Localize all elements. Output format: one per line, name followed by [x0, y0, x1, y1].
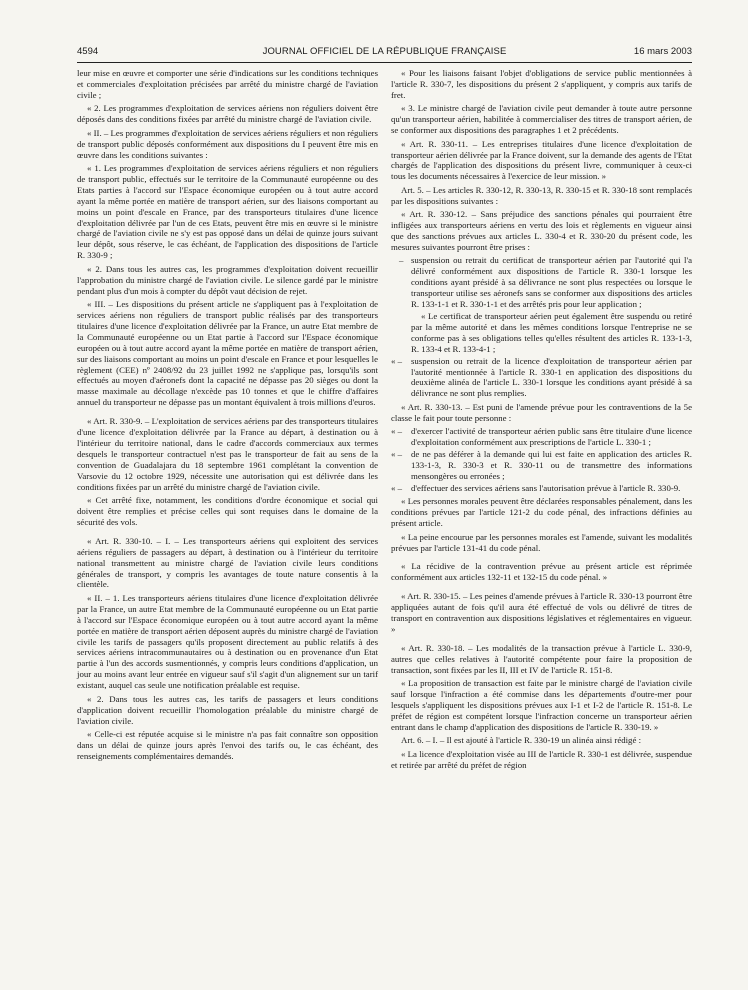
paragraph: « Pour les liaisons faisant l'objet d'obligations de service public mentionnées à l'article R. 330-7, les dispositions du présent 2 s'appliquent, y compris aux tarifs de fret. [391, 68, 692, 100]
article-paragraph: « Art. R. 330-15. – Les peines d'amende prévues à l'article R. 330-13 pourront être appliquées autant de fois qu'il aura été effectué de vols ou délivré de titres de transport en contravention aux dispositions législatives et réglementaires en vigueur. » [391, 591, 692, 634]
paragraph: « La licence d'exploitation visée au III de l'article R. 330-1 est délivrée, suspendue et retirée par arrêté du préfet de région [391, 748, 692, 770]
paragraph: « III. – Les dispositions du présent article ne s'appliquent pas à l'exploitation de services aériens non réguliers de transport public réalisés par des transporteurs titulaires d'une licence d'exploitation délivrée par la France, un autre Etat membre de la Communauté européenne ou un Etat partie à l'accord sur l'Espace économique européen ou à tout autre accord ayant la même portée en matière de transport aérien, sur des liaisons comportant au moins un point d'escale en France et pour lesquelles le règlement (CEE) nº 2408/92 du 23 juillet 1992 ne s'applique pas, lorsqu'ils sont effectués au moyen d'aéronefs dont la capacité ne dépasse pas 20 sièges ou dont la masse maximale au décollage n'excède pas 10 tonnes et que le chiffre d'affaires annuel du transporteur ne dépasse pas un montant équivalent à trois millions d'euros. [77, 299, 378, 408]
paragraph: « II. – Les programmes d'exploitation de services aériens réguliers et non réguliers de transport public déposés conformément aux dispositions du I peuvent être mis en œuvre dans les conditions suivantes : [77, 127, 378, 160]
paragraph: « 1. Les programmes d'exploitation de services aériens réguliers et non réguliers de transport public, effectués sur le territoire de la Communauté européenne ou des Etats parties à l'accord sur l'Espace économique européen ou à tout autre accord ayant la même portée en matière de transport aérien, sur des liaisons comportant au moins un point d'escale en France, par des transporteurs titulaires d'une licence d'exploitation délivrée par l'un de ces Etats, peuvent être mis en œuvre si le ministre chargé de l'aviation civile ne s'y est pas opposé dans un délai de quinze jours suivant leur dépôt, sous réserve, le cas échéant, de l'application des dispositions de l'article R. 330-9 ; [77, 163, 378, 261]
paragraph: « 2. Dans tous les autres cas, les programmes d'exploitation doivent recueillir l'approbation du ministre chargé de l'aviation civile. Le silence gardé par le ministre pendant plus d'un mois à compter du dépôt vaut décision de rejet. [77, 263, 378, 296]
right-column [391, 68, 692, 773]
paragraph: « 2. Dans tous les autres cas, les tarifs de passagers et leurs conditions d'application doivent recueillir l'homologation préalable du ministre chargé de l'aviation civile. [77, 693, 378, 726]
journal-title: JOURNAL OFFICIEL DE LA RÉPUBLIQUE FRANÇAISE [262, 46, 507, 57]
list-item: « – de ne pas déférer à la demande qui lui est faite en application des articles R. 133-1-3, R. 330-3 et R. 330-11 ou de transmettre des informations mensongères ou erronées ; [391, 449, 692, 482]
paragraph: « Cet arrêté fixe, notamment, les conditions d'ordre économique et social qui doivent être remplies et précise celles qui sont requises dans le domaine de la sécurité des vols. [77, 495, 378, 527]
page-header [77, 46, 692, 63]
article-paragraph: « Art. R. 330-12. – Sans préjudice des sanctions pénales qui pourraient être infligées aux transporteurs aériens en vertu des lois et règlements en vigueur ainsi que des sanctions prévues aux articles L. 330-4 et R. 330-20 du présent code, les mesures suivantes pourront être prises : [391, 209, 692, 252]
article-paragraph: « Art. R. 330-10. – I. – Les transporteurs aériens qui exploitent des services aériens réguliers de passagers au départ, à destination ou à l'intérieur du territoire national transmettent au ministre chargé de l'aviation civile leurs conditions générales de transport, y compris les avantages de toute nature consentis à la clientèle. [77, 535, 378, 590]
article-paragraph: Art. 6. – I. – Il est ajouté à l'article R. 330-19 un alinéa ainsi rédigé : [401, 735, 642, 746]
sanctions-list [391, 255, 692, 399]
paragraph: « La proposition de transaction est faite par le ministre chargé de l'aviation civile sauf lorsque l'infraction a été commise dans les départements d'outre-mer pour lesquels s'appliquent les dispositions prévues aux I-1 et I-2 de l'article R. 151-8. Le préfet de région est compétent lorsque l'infraction concerne un transporteur aérien entrant dans le champ d'application des dispositions de l'article R. 330-19. » [391, 678, 692, 732]
paragraph: leur mise en œuvre et comporter une série d'indications sur les conditions techniques et commerciales d'exploitation précisées par arrêté du ministre chargé de l'aviation civile ; [77, 68, 378, 100]
paragraph: « La peine encourue par les personnes morales est l'amende, suivant les modalités prévues par l'article 131-41 du code pénal. [391, 531, 692, 553]
list-item: « – d'effectuer des services aériens sans l'autorisation prévue à l'article R. 330-9. [391, 483, 692, 494]
article-paragraph: « Art. R. 330-13. – Est puni de l'amende prévue pour les contraventions de la 5e classe le fait pour toute personne : [391, 401, 692, 423]
article-paragraph: Art. 5. – Les articles R. 330-12, R. 330-13, R. 330-15 et R. 330-18 sont remplacés par les dispositions suivantes : [391, 184, 692, 206]
list-item: « – suspension ou retrait de la licence d'exploitation de transporteur aérien par l'autorité mentionnée à l'article R. 330-1 en application des dispositions du deuxième alinéa de l'article L. 330-1 lorsque les conditions ayant présidé à sa délivrance ne sont plus remplies. [391, 356, 692, 400]
paragraph: « II. – 1. Les transporteurs aériens titulaires d'une licence d'exploitation délivrée par la France, un autre Etat membre de la Communauté européenne ou un Etat partie à l'accord sur l'Espace économique européen ou à tout autre accord ayant la même portée en matière de transport aérien déposent auprès du ministre chargé de l'aviation civile les tarifs de passagers qu'ils proposent directement au public relatifs à des services aériens intracommunautaires ou à destination ou en provenance d'un Etat partie à l'un des accords susmentionnés, y compris leurs conditions d'application, un jour au moins avant leur entrée en vigueur sauf s'il s'agit d'un alignement sur un tarif existant, auquel cas seule une notification préalable est requise. [77, 592, 378, 691]
offences-list [391, 426, 692, 493]
paragraph: « Les personnes morales peuvent être déclarées responsables pénalement, dans les conditions prévues par l'article 121-2 du code pénal, des infractions définies au présent article. [391, 496, 692, 529]
paragraph: « 2. Les programmes d'exploitation de services aériens non réguliers doivent être déposés dans des conditions fixées par arrêté du ministre chargé de l'aviation civile. [77, 103, 378, 125]
paragraph: « 3. Le ministre chargé de l'aviation civile peut demander à toute autre personne qu'un transporteur aérien, habilitée à commercialiser des titres de transport aérien, de se conformer aux dispositions des paragraphes 1 et 2 précédents. [391, 103, 692, 136]
article-paragraph: « Art. R. 330-11. – Les entreprises titulaires d'une licence d'exploitation de transporteur aérien délivrée par la France doivent, sur la demande des agents de l'Etat chargés de l'application des dispositions du présent livre, communiquer à ceux-ci tous les documents nécessaires à l'exercice de leur mission. » [391, 138, 692, 182]
list-item: « – d'exercer l'activité de transporteur aérien public sans être titulaire d'une licence d'exploitation conformément aux prescriptions de l'article L. 330-1 ; [391, 426, 692, 448]
left-column [77, 68, 378, 773]
list-item: « Le certificat de transporteur aérien peut également être suspendu ou retiré par la même autorité et dans les mêmes conditions lorsque l'entreprise ne se conforme pas à ses obligations telles qu'elles résultent des articles R. 133-1-3, R. 133-4 et R. 133-4-1 ; [411, 311, 692, 354]
list-item: – suspension ou retrait du certificat de transporteur aérien par l'autorité qui l'a délivré conformément aux dispositions de l'article R. 330-1 lorsque les conditions ayant présidé à sa délivrance ne sont plus respectées ou lorsque le transporteur utilise ses aéronefs sans se conformer aux dispositions des articles R. 133-1-1 et R. 330-1-1 et des arrêtés pris pour leur application ; [391, 255, 692, 310]
paragraph: « La récidive de la contravention prévue au présent article est réprimée conformément aux articles 132-11 et 132-15 du code pénal. » [391, 561, 692, 583]
paragraph: « Celle-ci est réputée acquise si le ministre n'a pas fait connaître son opposition dans un délai de quinze jours après l'envoi des tarifs ou, le cas échéant, des renseignements complémentaires demandés. [77, 729, 378, 761]
article-paragraph: « Art. R. 330-9. – L'exploitation de services aériens par des transporteurs titulaires d'une licence d'exploitation délivrée par la France au départ, à destination ou à l'intérieur du territoire national, dans le cadre d'accords commerciaux aux termes desquels le transporteur contractuel n'est pas le transporteur de fait au sens de la convention de Guadalajara du 18 septembre 1961 complétant la convention de Varsovie du 12 octobre 1929, nécessite une autorisation qui est délivrée dans les conditions fixées par un arrêté du ministre chargé de l'aviation civile. [77, 416, 378, 492]
article-paragraph: « Art. R. 330-18. – Les modalités de la transaction prévue à l'article L. 330-9, autres que celles relatives à l'autorité compétente pour faire la proposition de transaction, sont fixées par les II, III et IV de l'article R. 151-8. [391, 642, 692, 675]
issue-date: 16 mars 2003 [633, 46, 692, 57]
page-number: 4594 [77, 46, 99, 57]
